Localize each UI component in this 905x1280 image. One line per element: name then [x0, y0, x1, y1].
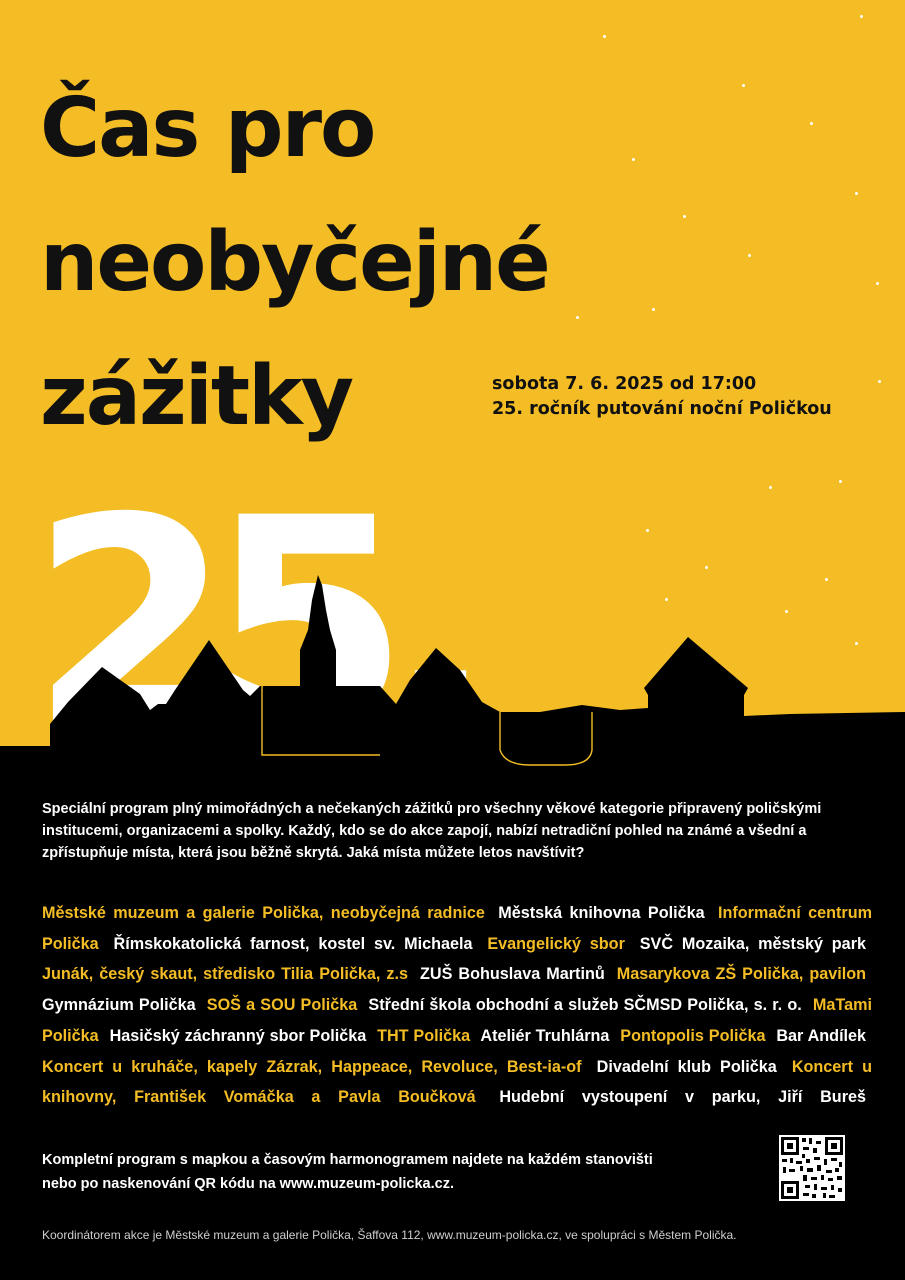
list-item: Hudební vystoupení v parku, Jiří Bureš: [499, 1088, 866, 1107]
list-item: THT Polička: [377, 1026, 471, 1045]
list-item: Evangelický sbor: [487, 934, 625, 953]
qr-code-icon[interactable]: [779, 1135, 845, 1201]
list-item: Ateliér Truhlárna: [480, 1026, 610, 1045]
info-section: [0, 780, 905, 1280]
list-item: Masarykova ZŠ Polička, pavilon: [616, 965, 867, 984]
list-item: ZUŠ Bohuslava Martinů: [420, 965, 605, 984]
list-item: Bar Andílek: [776, 1026, 867, 1045]
title-line-3: zážitky: [40, 349, 353, 444]
anniversary-number: 25.: [30, 480, 472, 780]
list-item: SOŠ a SOU Polička: [206, 996, 358, 1015]
list-item: Hasičský záchranný sbor Polička: [109, 1026, 367, 1045]
event-edition: 25. ročník putování noční Poličkou: [492, 399, 832, 419]
list-item: Junák, český skaut, středisko Tilia Polička, z.s: [42, 965, 408, 984]
program-note-line-1: Kompletní program s mapkou a časovým harmonogramem najdete na každém stanovišti: [42, 1152, 653, 1168]
venue-list: [42, 898, 872, 1113]
list-item: MaTami Polička: [42, 996, 872, 1045]
list-item: Pontopolis Polička: [620, 1026, 766, 1045]
list-item: Koncert u knihovny, František Vomáčka a Pavla Boučková: [42, 1057, 872, 1107]
list-item: Gymnázium Polička: [42, 996, 196, 1015]
list-item: Střední škola obchodní a služeb SČMSD Polička, s. r. o.: [368, 996, 802, 1015]
title-line-2: neobyčejné: [40, 215, 549, 310]
program-note-line-2: nebo po naskenování QR kódu na www.muzeum-policka.cz.: [42, 1176, 454, 1192]
title-line-1: Čas pro: [40, 81, 375, 176]
main-title: [40, 62, 549, 464]
list-item: Divadelní klub Polička: [596, 1057, 777, 1076]
program-note: [42, 1148, 732, 1196]
event-info: [492, 372, 832, 422]
list-item: Informační centrum Polička: [42, 904, 873, 953]
intro-paragraph: Speciální program plný mimořádných a nečekaných zážitků pro všechny věkové kategorie připravený poličskými institucemi, organizacemi a spolky. Každý, kdo se do akce zapojí, nabízí netradiční pohled na známé a všední a zpřístupňuje místa, která jsou běžně skrytá. Jaká místa můžete letos navštívit?: [42, 801, 822, 861]
list-item: SVČ Mozaika, městský park: [639, 934, 866, 953]
list-item: Římskokatolická farnost, kostel sv. Michaela: [113, 934, 473, 953]
anniversary-skyline-graphic: [0, 480, 905, 780]
event-date: sobota 7. 6. 2025 od 17:00: [492, 374, 757, 394]
list-item: Městské muzeum a galerie Polička, neobyčejná radnice: [42, 904, 485, 922]
list-item: Městská knihovna Polička: [498, 904, 705, 922]
footer-coordinator: Koordinátorem akce je Městské muzeum a galerie Polička, Šaffova 112, www.muzeum-policka.cz, ve spolupráci s Městem Polička.: [42, 1228, 737, 1242]
list-item: Koncert u kruháče, kapely Zázrak, Happeace, Revoluce, Best-ia-of: [42, 1057, 582, 1076]
